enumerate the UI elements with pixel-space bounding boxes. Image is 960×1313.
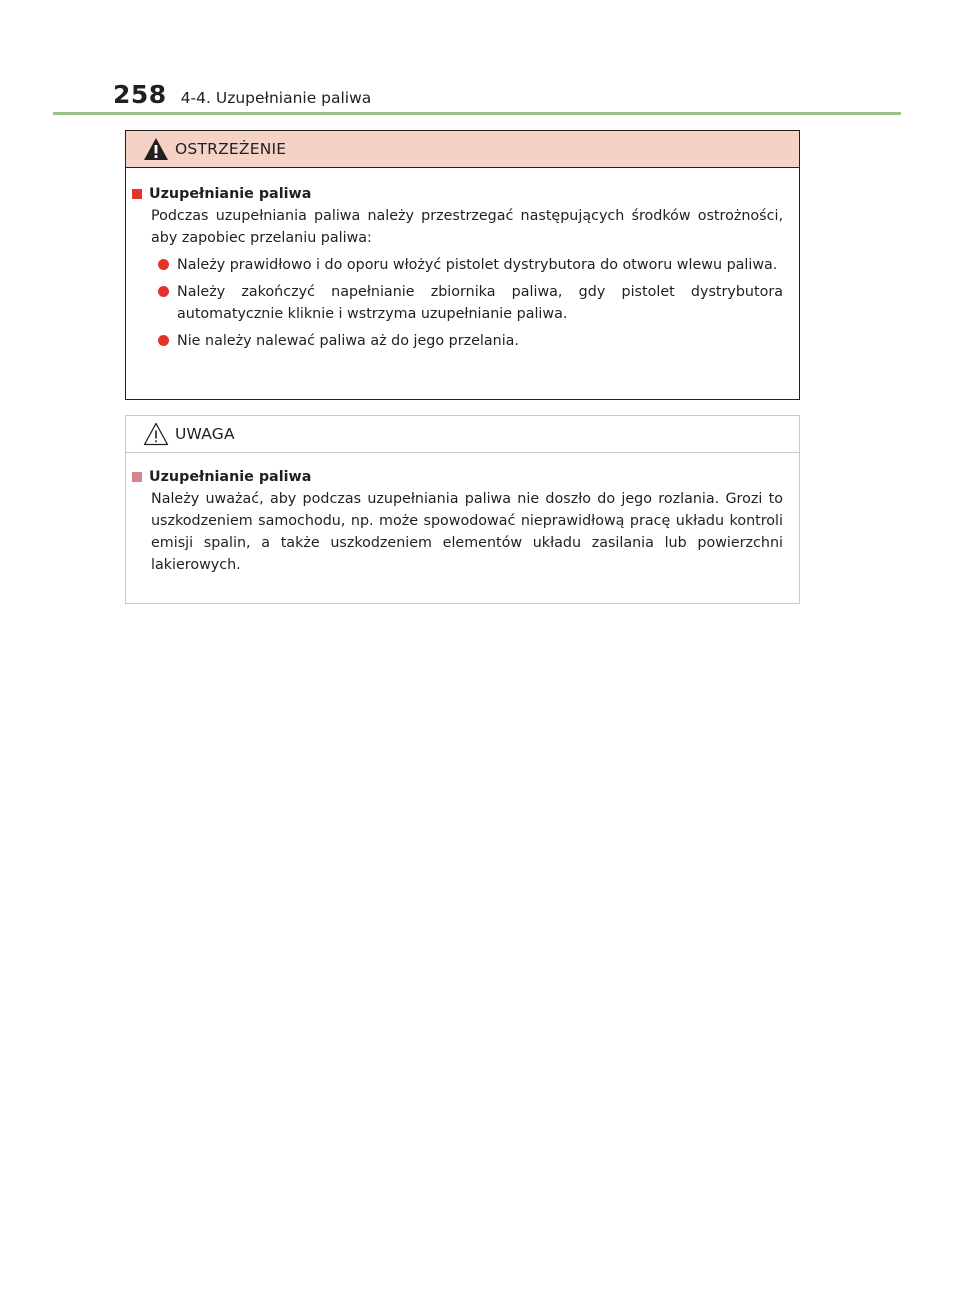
notice-subheading-text: Uzupełnianie paliwa	[149, 469, 312, 485]
square-bullet-icon	[132, 472, 142, 482]
warning-subheading	[132, 183, 783, 205]
list-item-text: Nie należy nalewać paliwa aż do jego przelania.	[177, 333, 519, 349]
list-item	[158, 254, 783, 276]
notice-text: Należy uważać, aby podczas uzupełniania paliwa nie doszło do jego rozlania. Grozi to uszkodzeniem samochodu, np. może spowodować nieprawidłową pracę układu kontroli emisji spalin, a także uszkodzeniem elementów układu zasilania lub powierzchni lakierowych.	[151, 491, 783, 573]
notice-header	[126, 416, 799, 453]
notice-box	[125, 415, 800, 604]
page-header	[113, 80, 371, 110]
page-number: 258	[113, 80, 167, 109]
header-divider	[53, 112, 901, 115]
notice-title: UWAGA	[175, 425, 235, 443]
list-item	[158, 330, 783, 352]
list-item	[158, 281, 783, 325]
list-item-text: Należy prawidłowo i do oporu włożyć pistolet dystrybutora do otworu wlewu paliwa.	[177, 257, 778, 273]
notice-body	[126, 453, 799, 576]
warning-header	[126, 131, 799, 168]
warning-intro: Podczas uzupełniania paliwa należy przestrzegać następujących środków ostrożności, aby zapobiec przelaniu paliwa:	[151, 208, 783, 246]
warning-subheading-text: Uzupełnianie paliwa	[149, 186, 312, 202]
warning-body	[126, 168, 799, 352]
section-title: 4-4. Uzupełnianie paliwa	[180, 89, 372, 107]
warning-triangle-filled-icon	[142, 136, 170, 162]
square-bullet-icon	[132, 189, 142, 199]
round-bullet-icon	[158, 335, 169, 346]
warning-triangle-outline-icon	[142, 421, 170, 447]
notice-subheading	[132, 466, 783, 488]
list-item-text: Należy zakończyć napełnianie zbiornika paliwa, gdy pistolet dystrybutora automatycznie kliknie i wstrzyma uzupełnianie paliwa.	[177, 284, 783, 322]
warning-box	[125, 130, 800, 400]
round-bullet-icon	[158, 259, 169, 270]
warning-title: OSTRZEŻENIE	[175, 140, 287, 158]
round-bullet-icon	[158, 286, 169, 297]
